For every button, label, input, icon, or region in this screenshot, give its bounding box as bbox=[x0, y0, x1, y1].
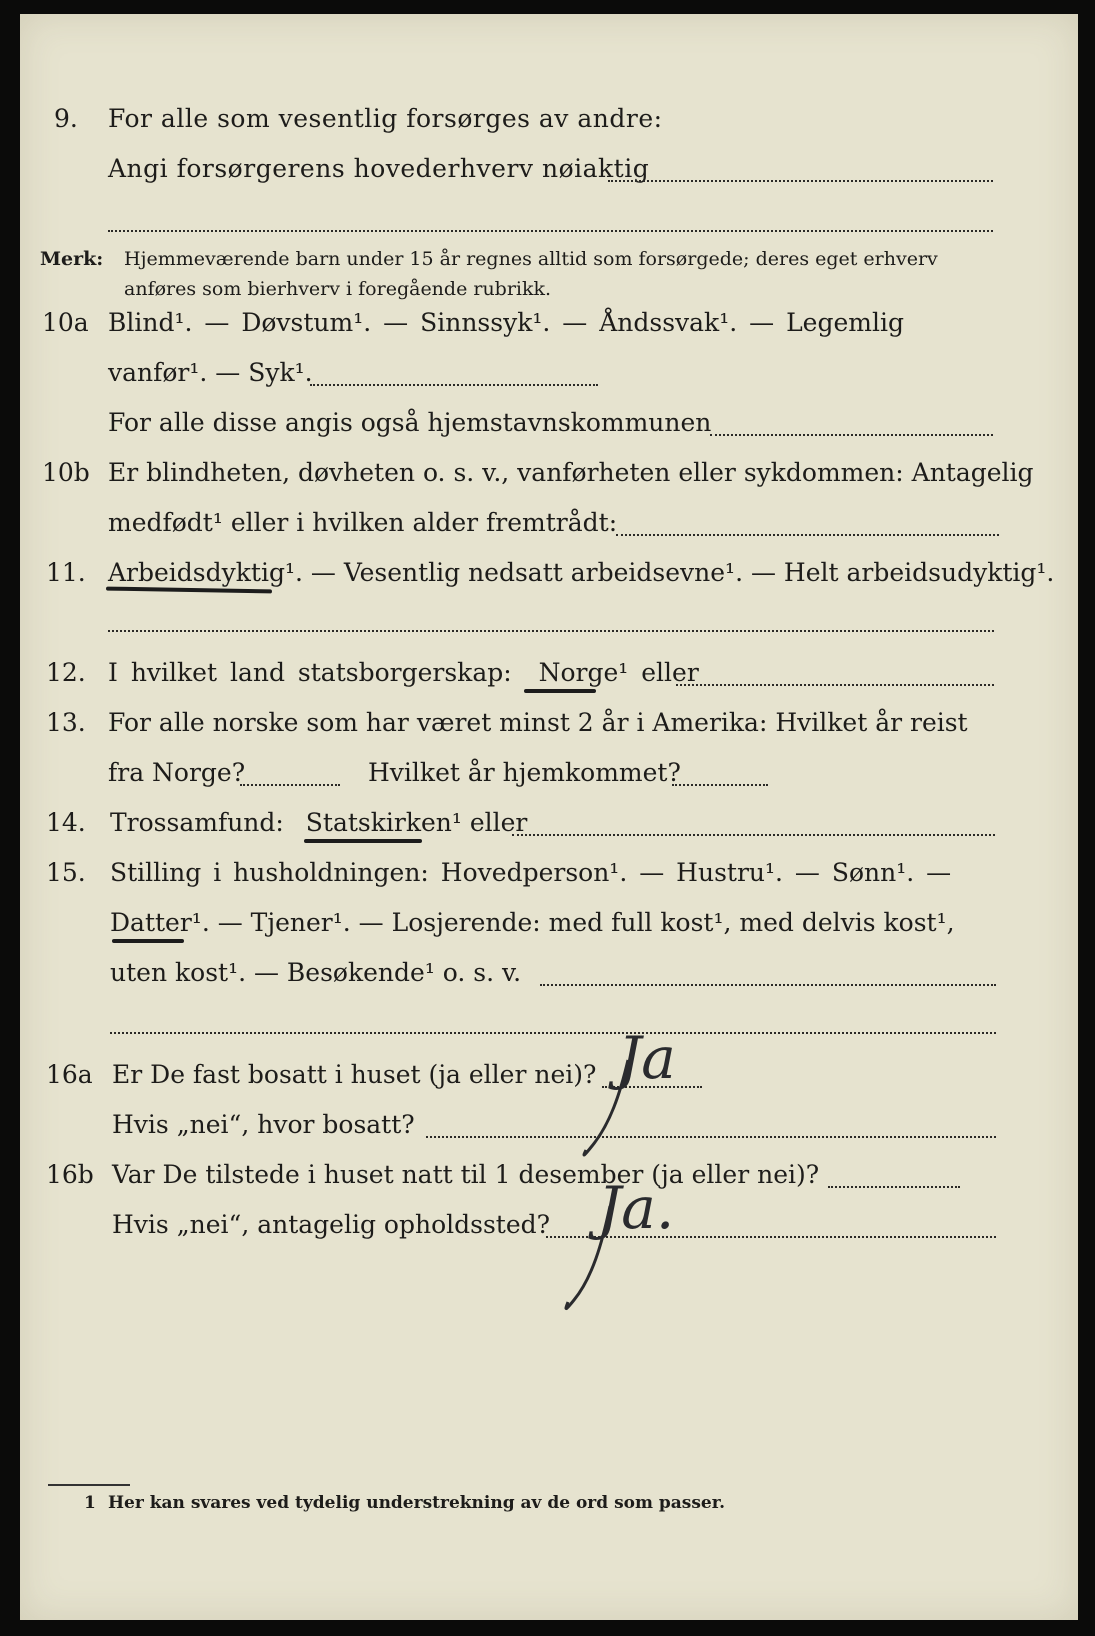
q13-line2a: fra Norge? bbox=[108, 758, 246, 787]
q15-answer-line[interactable] bbox=[540, 984, 996, 986]
q16a-line1: Er De fast bosatt i huset (ja eller nei)? bbox=[112, 1060, 597, 1089]
q15-line1: Stilling i husholdningen: Hovedperson¹. — Hustru¹. — Sønn¹. — bbox=[110, 858, 952, 887]
q16a-line2: Hvis „nei“, hvor bosatt? bbox=[112, 1110, 415, 1139]
q14-answer-line[interactable] bbox=[512, 834, 995, 836]
merk-line1: Hjemmeværende barn under 15 år regnes alltid som forsørgede; deres eget erhverv bbox=[124, 248, 938, 270]
census-form-page bbox=[20, 14, 1078, 1620]
q10a-line3: For alle disse angis også hjemstavnskommunen bbox=[108, 408, 712, 437]
q15-line2-rest: ¹. — Tjener¹. — Losjerende: med full kost¹, med delvis kost¹, bbox=[191, 908, 955, 937]
footnote-text: Her kan svares ved tydelig understrekning av de ord som passer. bbox=[108, 1493, 726, 1513]
q16a-bosatt-answer-line[interactable] bbox=[426, 1136, 996, 1138]
merk-label: Merk: bbox=[40, 248, 104, 270]
q11-arbeidsdyktig[interactable]: Arbeidsdyktig bbox=[108, 558, 285, 587]
q14-number: 14. bbox=[46, 808, 86, 837]
q11-number: 11. bbox=[46, 558, 86, 587]
q16a-hand-descender bbox=[580, 1054, 640, 1164]
q12-norge[interactable]: Norge bbox=[538, 658, 619, 687]
q10a-line1: Blind¹. — Døvstum¹. — Sinnssyk¹. — Åndssvak¹. — Legemlig bbox=[108, 308, 904, 337]
q13-line1: For alle norske som har været minst 2 år i Amerika: Hvilket år reist bbox=[108, 708, 968, 737]
q9-line2: Angi forsørgerens hovederhverv nøiaktig bbox=[108, 154, 650, 183]
q16b-line1: Var De tilstede i huset natt til 1 desember (ja eller nei)? bbox=[112, 1160, 820, 1189]
merk-line2: anføres som bierhverv i foregående rubrikk. bbox=[124, 278, 552, 300]
q9-line1: For alle som vesentlig forsørges av andre: bbox=[108, 104, 663, 133]
q13-hjemkommet-answer-line[interactable] bbox=[672, 784, 768, 786]
q14-statskirken[interactable]: Statskirken bbox=[305, 808, 452, 837]
q9-answer-line[interactable] bbox=[608, 180, 993, 182]
q14-label: Trossamfund: bbox=[110, 808, 284, 837]
footnote-rule bbox=[48, 1484, 130, 1486]
q10a-hjemstavn-answer-line[interactable] bbox=[710, 434, 993, 436]
q9-number: 9. bbox=[54, 104, 78, 133]
q10a-line2: vanfør¹. — Syk¹. bbox=[108, 358, 313, 387]
q10a-number: 10a bbox=[42, 308, 89, 337]
q13-number: 13. bbox=[46, 708, 86, 737]
q12-eller: ¹ eller bbox=[618, 658, 699, 687]
q15-answer-line-2[interactable] bbox=[110, 1032, 996, 1034]
q10b-line2: medfødt¹ eller i hvilken alder fremtrådt: bbox=[108, 508, 618, 537]
q16b-handwritten-answer: Ja. bbox=[598, 1174, 675, 1242]
q13-line2b: Hvilket år hjemkommet? bbox=[368, 758, 681, 787]
q16b-answer-line[interactable] bbox=[828, 1186, 960, 1188]
q15-line2 bbox=[110, 908, 955, 938]
q14-hand-underline bbox=[304, 839, 422, 843]
q10a-syk-answer-line[interactable] bbox=[310, 384, 598, 386]
q9-answer-line-2[interactable] bbox=[108, 230, 993, 232]
q16b-number: 16b bbox=[46, 1160, 94, 1189]
footnote-mark: 1 bbox=[84, 1493, 96, 1513]
q12-number: 12. bbox=[46, 658, 86, 687]
q15-datter[interactable]: Datter bbox=[110, 908, 192, 937]
q15-hand-underline bbox=[112, 939, 184, 943]
q16a-handwritten-answer: Ja bbox=[618, 1024, 676, 1092]
q16a-number: 16a bbox=[46, 1060, 93, 1089]
q11-text bbox=[108, 558, 1054, 588]
q14-text bbox=[110, 808, 527, 838]
q15-number: 15. bbox=[46, 858, 86, 887]
q16b-line2: Hvis „nei“, antagelig opholdssted? bbox=[112, 1210, 551, 1239]
q14-eller: ¹ eller bbox=[451, 808, 528, 837]
q11-rest: ¹. — Vesentlig nedsatt arbeidsevne¹. — Helt arbeidsudyktig¹. bbox=[284, 558, 1055, 587]
q10b-number: 10b bbox=[42, 458, 90, 487]
q10b-line1: Er blindheten, døvheten o. s. v., vanførheten eller sykdommen: Antagelig bbox=[108, 458, 1034, 487]
q11-answer-line[interactable] bbox=[108, 630, 994, 632]
q15-line3: uten kost¹. — Besøkende¹ o. s. v. bbox=[110, 958, 522, 987]
q12-answer-line[interactable] bbox=[676, 684, 994, 686]
q12-label: I hvilket land statsborgerskap: bbox=[108, 658, 512, 687]
q12-text bbox=[108, 658, 699, 688]
q12-hand-underline bbox=[524, 689, 596, 693]
q16b-hand-descender bbox=[560, 1200, 620, 1320]
q10b-answer-line[interactable] bbox=[616, 534, 999, 536]
q13-reist-answer-line[interactable] bbox=[240, 784, 340, 786]
